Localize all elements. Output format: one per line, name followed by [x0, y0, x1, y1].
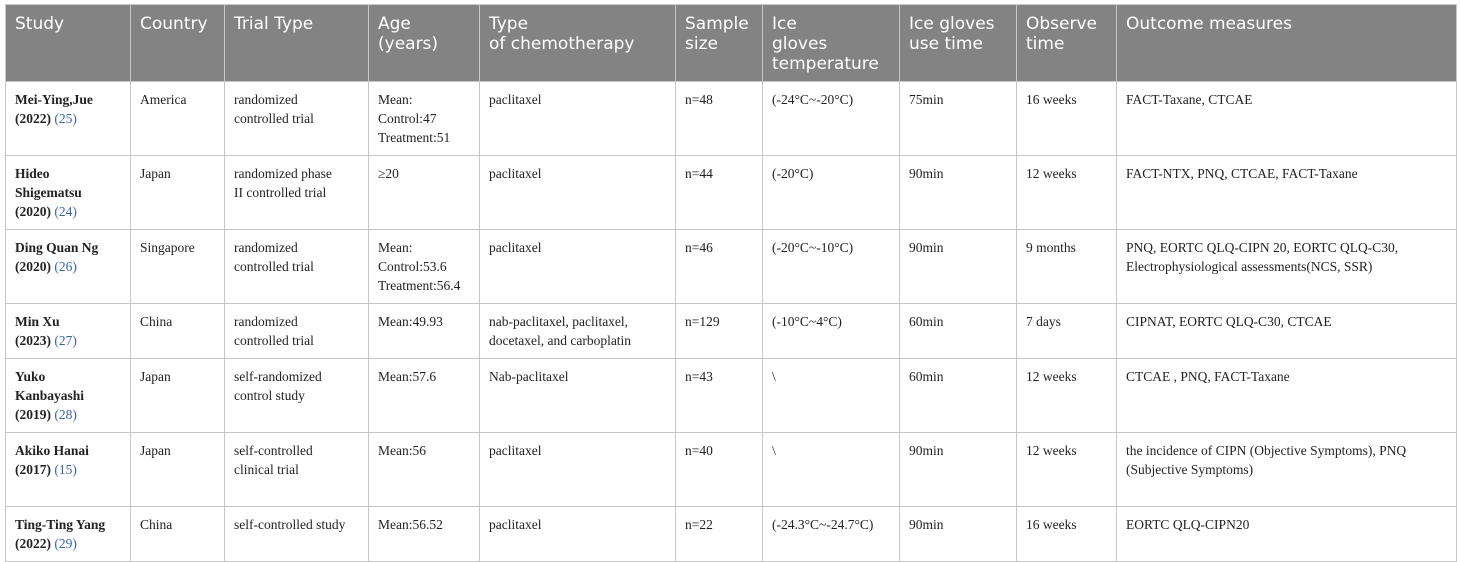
chemotherapy-cell: paclitaxel: [480, 82, 676, 156]
study-name: Mei-Ying,Jue: [15, 92, 93, 107]
study-year: (2022): [15, 536, 51, 551]
header-age: Age (years): [369, 5, 480, 82]
study-name: Ting-Ting Yang: [15, 517, 106, 532]
use-time-cell: 75min: [900, 82, 1017, 156]
outcome-cell: the incidence of CIPN (Objective Symptoms), PNQ (Subjective Symptoms): [1117, 433, 1457, 507]
outcome-cell: FACT-NTX, PNQ, CTCAE, FACT-Taxane: [1117, 156, 1457, 230]
use-time-cell: 90min: [900, 156, 1017, 230]
age-cell: Mean:57.6: [369, 359, 480, 433]
sample-size-cell: n=43: [676, 359, 763, 433]
reference-link[interactable]: (25): [54, 111, 77, 126]
sample-size-cell: n=129: [676, 304, 763, 359]
table-row: [6, 230, 1457, 304]
outcome-cell: EORTC QLQ-CIPN20: [1117, 507, 1457, 562]
table-body: [6, 82, 1457, 562]
observe-time-cell: 7 days: [1017, 304, 1117, 359]
study-name: Min Xu: [15, 314, 60, 329]
trial-type-cell: self-randomized control study: [225, 359, 369, 433]
country-cell: Japan: [131, 156, 225, 230]
temperature-cell: (-10°C~4°C): [763, 304, 900, 359]
header-ice-gloves-temperature: Ice gloves temperature: [763, 5, 900, 82]
use-time-cell: 60min: [900, 359, 1017, 433]
temperature-cell: \: [763, 359, 900, 433]
table-header: [6, 5, 1457, 82]
reference-link[interactable]: (29): [54, 536, 77, 551]
chemotherapy-cell: Nab-paclitaxel: [480, 359, 676, 433]
study-cell: [6, 433, 131, 507]
study-year: (2020): [15, 204, 51, 219]
age-cell: Mean:49.93: [369, 304, 480, 359]
header-chemotherapy: Type of chemotherapy: [480, 5, 676, 82]
observe-time-cell: 12 weeks: [1017, 433, 1117, 507]
table-row: [6, 304, 1457, 359]
study-name: Yuko Kanbayashi: [15, 369, 85, 403]
country-cell: Japan: [131, 359, 225, 433]
country-cell: China: [131, 507, 225, 562]
table-row: [6, 359, 1457, 433]
sample-size-cell: n=40: [676, 433, 763, 507]
study-cell: [6, 304, 131, 359]
observe-time-cell: 16 weeks: [1017, 82, 1117, 156]
reference-link[interactable]: (26): [54, 259, 77, 274]
study-cell: [6, 359, 131, 433]
study-cell: [6, 156, 131, 230]
temperature-cell: (-24.3°C~-24.7°C): [763, 507, 900, 562]
trial-type-cell: self-controlled study: [225, 507, 369, 562]
study-cell: [6, 230, 131, 304]
use-time-cell: 90min: [900, 230, 1017, 304]
study-name: Ding Quan Ng: [15, 240, 99, 255]
reference-link[interactable]: (15): [54, 462, 77, 477]
observe-time-cell: 9 months: [1017, 230, 1117, 304]
sample-size-cell: n=22: [676, 507, 763, 562]
country-cell: Japan: [131, 433, 225, 507]
use-time-cell: 60min: [900, 304, 1017, 359]
country-cell: America: [131, 82, 225, 156]
header-study: Study: [6, 5, 131, 82]
trial-type-cell: randomized controlled trial: [225, 82, 369, 156]
header-ice-gloves-use-time: Ice gloves use time: [900, 5, 1017, 82]
observe-time-cell: 12 weeks: [1017, 359, 1117, 433]
country-cell: China: [131, 304, 225, 359]
study-name: Akiko Hanai: [15, 443, 89, 458]
study-name: Hideo Shigematsu: [15, 166, 82, 200]
observe-time-cell: 16 weeks: [1017, 507, 1117, 562]
study-cell: [6, 507, 131, 562]
study-year: (2020): [15, 259, 51, 274]
age-cell: ≥20: [369, 156, 480, 230]
outcome-cell: FACT-Taxane, CTCAE: [1117, 82, 1457, 156]
reference-link[interactable]: (28): [54, 407, 77, 422]
header-row: [6, 5, 1457, 82]
outcome-cell: PNQ, EORTC QLQ-CIPN 20, EORTC QLQ-C30, Electrophysiological assessments(NCS, SSR): [1117, 230, 1457, 304]
study-cell: [6, 82, 131, 156]
chemotherapy-cell: paclitaxel: [480, 507, 676, 562]
chemotherapy-cell: paclitaxel: [480, 230, 676, 304]
outcome-cell: CIPNAT, EORTC QLQ-C30, CTCAE: [1117, 304, 1457, 359]
header-observe-time: Observe time: [1017, 5, 1117, 82]
sample-size-cell: n=46: [676, 230, 763, 304]
table-row: [6, 82, 1457, 156]
age-cell: Mean: Control:47 Treatment:51: [369, 82, 480, 156]
trial-type-cell: randomized phase II controlled trial: [225, 156, 369, 230]
use-time-cell: 90min: [900, 507, 1017, 562]
temperature-cell: (-20°C): [763, 156, 900, 230]
temperature-cell: (-24°C~-20°C): [763, 82, 900, 156]
study-year: (2019): [15, 407, 51, 422]
study-year: (2017): [15, 462, 51, 477]
temperature-cell: (-20°C~-10°C): [763, 230, 900, 304]
age-cell: Mean:56.52: [369, 507, 480, 562]
study-year: (2022): [15, 111, 51, 126]
country-cell: Singapore: [131, 230, 225, 304]
study-year: (2023): [15, 333, 51, 348]
trial-type-cell: randomized controlled trial: [225, 230, 369, 304]
age-cell: Mean:56: [369, 433, 480, 507]
study-table: [5, 4, 1457, 562]
table-row: [6, 156, 1457, 230]
sample-size-cell: n=48: [676, 82, 763, 156]
age-cell: Mean: Control:53.6 Treatment:56.4: [369, 230, 480, 304]
temperature-cell: \: [763, 433, 900, 507]
reference-link[interactable]: (24): [54, 204, 77, 219]
sample-size-cell: n=44: [676, 156, 763, 230]
reference-link[interactable]: (27): [54, 333, 77, 348]
header-outcome-measures: Outcome measures: [1117, 5, 1457, 82]
use-time-cell: 90min: [900, 433, 1017, 507]
trial-type-cell: randomized controlled trial: [225, 304, 369, 359]
header-country: Country: [131, 5, 225, 82]
header-sample-size: Sample size: [676, 5, 763, 82]
header-trial-type: Trial Type: [225, 5, 369, 82]
trial-type-cell: self-controlled clinical trial: [225, 433, 369, 507]
chemotherapy-cell: paclitaxel: [480, 156, 676, 230]
chemotherapy-cell: nab-paclitaxel, paclitaxel, docetaxel, and carboplatin: [480, 304, 676, 359]
table-row: [6, 507, 1457, 562]
chemotherapy-cell: paclitaxel: [480, 433, 676, 507]
observe-time-cell: 12 weeks: [1017, 156, 1117, 230]
table-row: [6, 433, 1457, 507]
outcome-cell: CTCAE , PNQ, FACT-Taxane: [1117, 359, 1457, 433]
